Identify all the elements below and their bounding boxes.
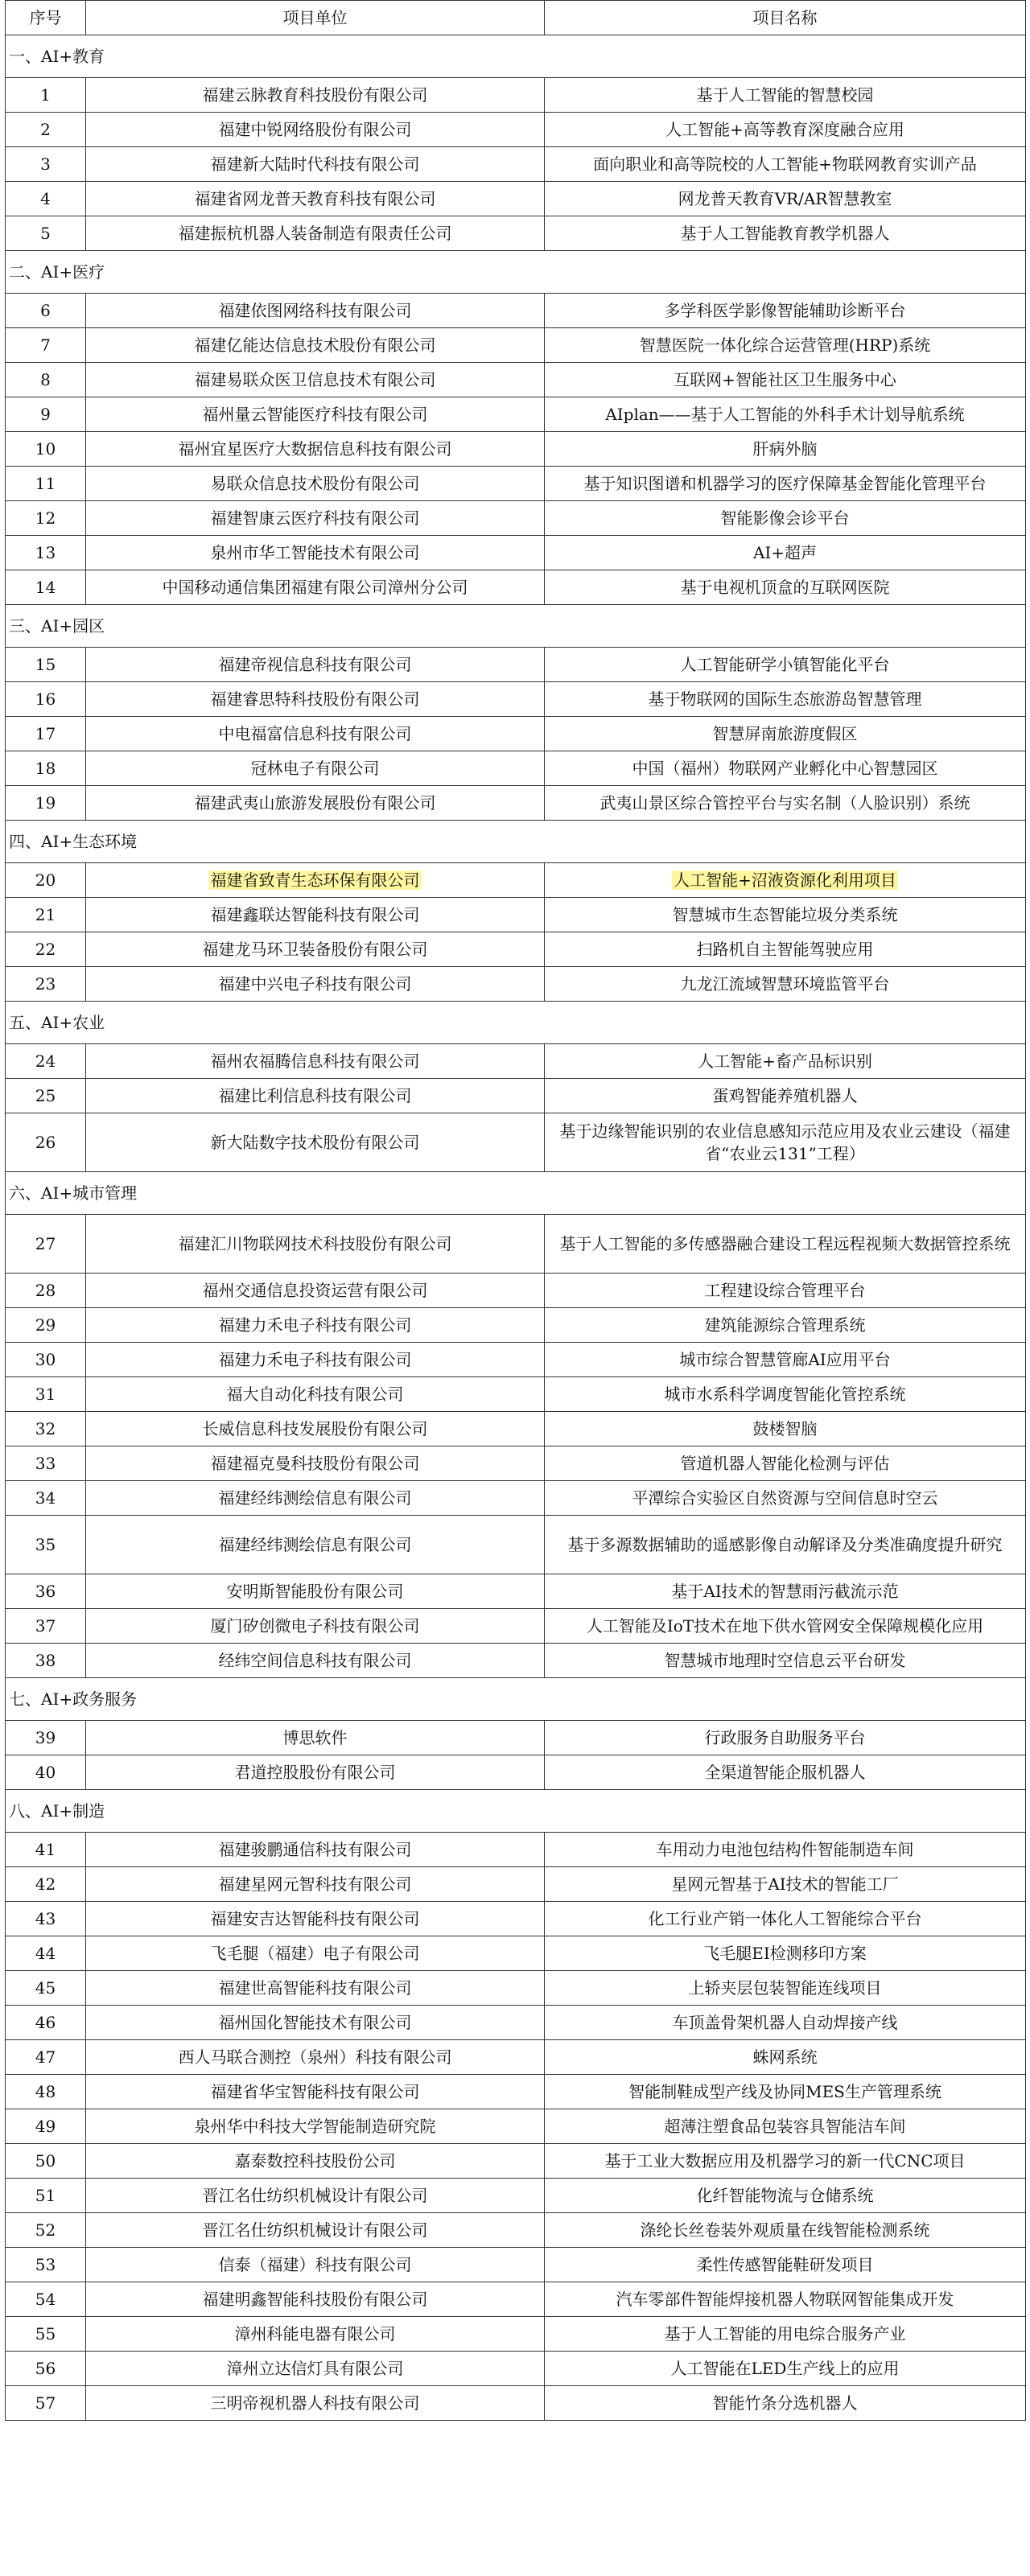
row-project: 涤纶长丝卷装外观质量在线智能检测系统: [545, 2213, 1026, 2248]
row-project: 星网元智基于AI技术的智能工厂: [545, 1867, 1026, 1902]
row-unit: 飞毛腿（福建）电子有限公司: [86, 1936, 545, 1971]
row-project: 工程建设综合管理平台: [545, 1274, 1026, 1308]
row-unit: 福建帝视信息科技有限公司: [86, 648, 545, 682]
row-index: 53: [6, 2248, 86, 2282]
row-unit: 福建新大陆时代科技有限公司: [86, 147, 545, 182]
section-row: [6, 1002, 1026, 1044]
row-index: 23: [6, 967, 86, 1002]
row-index: 15: [6, 648, 86, 682]
section-title: 六、AI+城市管理: [6, 1172, 1026, 1215]
table-row: [6, 363, 1026, 397]
row-project: 人工智能及IoT技术在地下供水管网安全保障规模化应用: [545, 1609, 1026, 1644]
section-row: [6, 821, 1026, 863]
row-project: AI+超声: [545, 536, 1026, 570]
table-row: [6, 2144, 1026, 2179]
row-index: 19: [6, 786, 86, 821]
row-index: 49: [6, 2109, 86, 2144]
row-project: 基于物联网的国际生态旅游岛智慧管理: [545, 682, 1026, 717]
row-unit: 嘉泰数控科技股份公司: [86, 2144, 545, 2179]
row-unit: 福建中锐网络股份有限公司: [86, 113, 545, 147]
row-project: 鼓楼智脑: [545, 1412, 1026, 1446]
row-unit: 三明帝视机器人科技有限公司: [86, 2386, 545, 2421]
table-row: [6, 294, 1026, 328]
table-row: [6, 2317, 1026, 2352]
table-row: [6, 2386, 1026, 2421]
table-row: [6, 1516, 1026, 1574]
row-project: 管道机器人智能化检测与评估: [545, 1446, 1026, 1481]
row-project: 基于电视机顶盒的互联网医院: [545, 570, 1026, 605]
row-unit: 晋江名仕纺织机械设计有限公司: [86, 2213, 545, 2248]
table-row: [6, 397, 1026, 432]
row-project: 中国（福州）物联网产业孵化中心智慧园区: [545, 751, 1026, 786]
row-index: 10: [6, 432, 86, 467]
row-index: 41: [6, 1833, 86, 1867]
table-row: [6, 147, 1026, 182]
header-index: 序号: [6, 1, 86, 35]
row-unit: 福建云脉教育科技股份有限公司: [86, 78, 545, 113]
section-title: 五、AI+农业: [6, 1002, 1026, 1044]
project-table: [5, 0, 1026, 2421]
table-row: [6, 2179, 1026, 2213]
table-row: [6, 570, 1026, 605]
row-index: 32: [6, 1412, 86, 1446]
table-row: [6, 2075, 1026, 2109]
row-project: 网龙普天教育VR/AR智慧教室: [545, 182, 1026, 216]
row-index: 43: [6, 1902, 86, 1936]
row-project: 基于AI技术的智慧雨污截流示范: [545, 1574, 1026, 1609]
row-unit: 福建汇川物联网技术科技股份有限公司: [86, 1215, 545, 1274]
row-project: 智能竹条分选机器人: [545, 2386, 1026, 2421]
row-project: 人工智能+畜产品标识别: [545, 1044, 1026, 1079]
row-unit: 福建星网元智科技有限公司: [86, 1867, 545, 1902]
table-row: [6, 2282, 1026, 2317]
row-index: 44: [6, 1936, 86, 1971]
row-index: 5: [6, 216, 86, 251]
row-unit: 福建安吉达智能科技有限公司: [86, 1902, 545, 1936]
table-row: [6, 1867, 1026, 1902]
row-index: 16: [6, 682, 86, 717]
row-project: 车用动力电池包结构件智能制造车间: [545, 1833, 1026, 1867]
row-project: 车顶盖骨架机器人自动焊接产线: [545, 2006, 1026, 2040]
table-row: [6, 1644, 1026, 1678]
row-project: 基于人工智能的多传感器融合建设工程远程视频大数据管控系统: [545, 1215, 1026, 1274]
row-index: 46: [6, 2006, 86, 2040]
table-row: [6, 501, 1026, 536]
row-project: [545, 863, 1026, 898]
row-index: 55: [6, 2317, 86, 2352]
row-project: 柔性传感智能鞋研发项目: [545, 2248, 1026, 2282]
table-body: [6, 35, 1026, 2421]
row-index: 48: [6, 2075, 86, 2109]
row-project: 基于多源数据辅助的遥感影像自动解译及分类准确度提升研究: [545, 1516, 1026, 1574]
row-unit: 福建经纬测绘信息有限公司: [86, 1481, 545, 1516]
row-index: 33: [6, 1446, 86, 1481]
row-index: 57: [6, 2386, 86, 2421]
table-row: [6, 863, 1026, 898]
highlighted-text: 福建省致青生态环保有限公司: [210, 870, 420, 890]
table-row: [6, 2006, 1026, 2040]
header-unit: 项目单位: [86, 1, 545, 35]
row-project: 基于知识图谱和机器学习的医疗保障基金智能化管理平台: [545, 467, 1026, 501]
table-row: [6, 1971, 1026, 2006]
row-project: 基于人工智能的用电综合服务产业: [545, 2317, 1026, 2352]
row-index: 34: [6, 1481, 86, 1516]
row-unit: 中国移动通信集团福建有限公司漳州分公司: [86, 570, 545, 605]
table-row: [6, 1755, 1026, 1790]
table-row: [6, 2040, 1026, 2075]
row-unit: [86, 863, 545, 898]
table-header-row: [6, 1, 1026, 35]
section-title: 三、AI+园区: [6, 605, 1026, 648]
row-unit: 泉州华中科技大学智能制造研究院: [86, 2109, 545, 2144]
table-row: [6, 2213, 1026, 2248]
row-project: 蛋鸡智能养殖机器人: [545, 1079, 1026, 1113]
row-index: 28: [6, 1274, 86, 1308]
table-row: [6, 2109, 1026, 2144]
row-project: 全渠道智能企服机器人: [545, 1755, 1026, 1790]
table-row: [6, 751, 1026, 786]
row-unit: 漳州立达信灯具有限公司: [86, 2352, 545, 2386]
section-row: [6, 1790, 1026, 1833]
row-unit: 福建鑫联达智能科技有限公司: [86, 898, 545, 932]
row-index: 35: [6, 1516, 86, 1574]
row-project: 飞毛腿EI检测移印方案: [545, 1936, 1026, 1971]
row-unit: 福建智康云医疗科技有限公司: [86, 501, 545, 536]
section-row: [6, 251, 1026, 294]
row-unit: 福建世高智能科技有限公司: [86, 1971, 545, 2006]
row-index: 36: [6, 1574, 86, 1609]
row-project: 行政服务自助服务平台: [545, 1721, 1026, 1755]
highlighted-text: 人工智能+沼液资源化利用项目: [674, 870, 896, 890]
row-project: 智慧医院一体化综合运营管理(HRP)系统: [545, 328, 1026, 363]
row-unit: 福州量云智能医疗科技有限公司: [86, 397, 545, 432]
row-index: 24: [6, 1044, 86, 1079]
row-unit: 泉州市华工智能技术有限公司: [86, 536, 545, 570]
row-index: 51: [6, 2179, 86, 2213]
row-unit: 新大陆数字技术股份有限公司: [86, 1113, 545, 1172]
row-index: 21: [6, 898, 86, 932]
table-row: [6, 1044, 1026, 1079]
row-unit: 福建武夷山旅游发展股份有限公司: [86, 786, 545, 821]
row-unit: 福建振杭机器人装备制造有限责任公司: [86, 216, 545, 251]
row-project: 汽车零部件智能焊接机器人物联网智能集成开发: [545, 2282, 1026, 2317]
section-title: 一、AI+教育: [6, 35, 1026, 78]
row-index: 7: [6, 328, 86, 363]
row-index: 18: [6, 751, 86, 786]
row-unit: 福建骏鹏通信科技有限公司: [86, 1833, 545, 1867]
table-row: [6, 967, 1026, 1002]
row-project: AIplan——基于人工智能的外科手术计划导航系统: [545, 397, 1026, 432]
row-project: 智能影像会诊平台: [545, 501, 1026, 536]
table-row: [6, 648, 1026, 682]
row-project: 上轿夹层包装智能连线项目: [545, 1971, 1026, 2006]
row-index: 50: [6, 2144, 86, 2179]
row-project: 基于工业大数据应用及机器学习的新一代CNC项目: [545, 2144, 1026, 2179]
table-row: [6, 1574, 1026, 1609]
row-index: 38: [6, 1644, 86, 1678]
table-row: [6, 1481, 1026, 1516]
table-row: [6, 1412, 1026, 1446]
row-unit: 福建亿能达信息技术股份有限公司: [86, 328, 545, 363]
row-index: 25: [6, 1079, 86, 1113]
header-project: 项目名称: [545, 1, 1026, 35]
row-index: 39: [6, 1721, 86, 1755]
row-index: 37: [6, 1609, 86, 1644]
table-row: [6, 1079, 1026, 1113]
table-row: [6, 1609, 1026, 1644]
table-row: [6, 1343, 1026, 1377]
row-project: 肝病外脑: [545, 432, 1026, 467]
row-index: 1: [6, 78, 86, 113]
row-unit: 福建经纬测绘信息有限公司: [86, 1516, 545, 1574]
row-index: 30: [6, 1343, 86, 1377]
row-index: 52: [6, 2213, 86, 2248]
table-row: [6, 113, 1026, 147]
row-index: 56: [6, 2352, 86, 2386]
row-project: 面向职业和高等院校的人工智能+物联网教育实训产品: [545, 147, 1026, 182]
row-project: 蛛网系统: [545, 2040, 1026, 2075]
table-row: [6, 717, 1026, 751]
row-project: 化纤智能物流与仓储系统: [545, 2179, 1026, 2213]
row-index: 40: [6, 1755, 86, 1790]
row-unit: 中电福富信息科技有限公司: [86, 717, 545, 751]
row-project: 九龙江流域智慧环境监管平台: [545, 967, 1026, 1002]
row-index: 26: [6, 1113, 86, 1172]
row-index: 29: [6, 1308, 86, 1343]
row-unit: 福大自动化科技有限公司: [86, 1377, 545, 1412]
table-row: [6, 898, 1026, 932]
row-unit: 福州国化智能技术有限公司: [86, 2006, 545, 2040]
row-unit: 漳州科能电器有限公司: [86, 2317, 545, 2352]
row-unit: 福建睿思特科技股份有限公司: [86, 682, 545, 717]
row-project: 人工智能在LED生产线上的应用: [545, 2352, 1026, 2386]
row-unit: 福建力禾电子科技有限公司: [86, 1308, 545, 1343]
table-row: [6, 467, 1026, 501]
row-unit: 福建易联众医卫信息技术有限公司: [86, 363, 545, 397]
table-row: [6, 682, 1026, 717]
row-unit: 西人马联合测控（泉州）科技有限公司: [86, 2040, 545, 2075]
row-unit: 福建省网龙普天教育科技有限公司: [86, 182, 545, 216]
row-project: 智慧屏南旅游度假区: [545, 717, 1026, 751]
section-row: [6, 1678, 1026, 1721]
row-unit: 安明斯智能股份有限公司: [86, 1574, 545, 1609]
row-unit: 福建力禾电子科技有限公司: [86, 1343, 545, 1377]
row-unit: 君道控股股份有限公司: [86, 1755, 545, 1790]
row-unit: 福建明鑫智能科技股份有限公司: [86, 2282, 545, 2317]
table-row: [6, 786, 1026, 821]
table-row: [6, 182, 1026, 216]
row-unit: 长威信息科技发展股份有限公司: [86, 1412, 545, 1446]
row-unit: 冠林电子有限公司: [86, 751, 545, 786]
row-project: 超薄注塑食品包装容具智能洁车间: [545, 2109, 1026, 2144]
row-project: 城市综合智慧管廊AI应用平台: [545, 1343, 1026, 1377]
row-index: 2: [6, 113, 86, 147]
table-row: [6, 1113, 1026, 1172]
row-index: 12: [6, 501, 86, 536]
row-project: 智慧城市地理时空信息云平台研发: [545, 1644, 1026, 1678]
row-index: 8: [6, 363, 86, 397]
row-unit: 福建福克曼科技股份有限公司: [86, 1446, 545, 1481]
section-row: [6, 1172, 1026, 1215]
table-row: [6, 2352, 1026, 2386]
row-index: 11: [6, 467, 86, 501]
section-row: [6, 35, 1026, 78]
row-index: 27: [6, 1215, 86, 1274]
row-unit: 信泰（福建）科技有限公司: [86, 2248, 545, 2282]
table-row: [6, 932, 1026, 967]
section-title: 四、AI+生态环境: [6, 821, 1026, 863]
row-index: 31: [6, 1377, 86, 1412]
row-project: 基于边缘智能识别的农业信息感知示范应用及农业云建设（福建省“农业云131”工程）: [545, 1113, 1026, 1172]
row-unit: 晋江名仕纺织机械设计有限公司: [86, 2179, 545, 2213]
table-row: [6, 1308, 1026, 1343]
table-row: [6, 1215, 1026, 1274]
row-index: 3: [6, 147, 86, 182]
table-row: [6, 1902, 1026, 1936]
row-unit: 经纬空间信息科技有限公司: [86, 1644, 545, 1678]
row-unit: 福建比利信息科技有限公司: [86, 1079, 545, 1113]
table-row: [6, 1833, 1026, 1867]
row-unit: 博思软件: [86, 1721, 545, 1755]
row-index: 17: [6, 717, 86, 751]
table-row: [6, 78, 1026, 113]
row-project: 基于人工智能的智慧校园: [545, 78, 1026, 113]
row-index: 45: [6, 1971, 86, 2006]
row-unit: 福州宜星医疗大数据信息科技有限公司: [86, 432, 545, 467]
row-index: 47: [6, 2040, 86, 2075]
row-index: 6: [6, 294, 86, 328]
table-row: [6, 1274, 1026, 1308]
row-unit: 福建省华宝智能科技有限公司: [86, 2075, 545, 2109]
row-unit: 厦门矽创微电子科技有限公司: [86, 1609, 545, 1644]
table-row: [6, 1721, 1026, 1755]
row-project: 基于人工智能教育教学机器人: [545, 216, 1026, 251]
row-project: 城市水系科学调度智能化管控系统: [545, 1377, 1026, 1412]
project-list-document: [5, 0, 1025, 2421]
row-index: 9: [6, 397, 86, 432]
row-unit: 福州农福腾信息科技有限公司: [86, 1044, 545, 1079]
row-index: 54: [6, 2282, 86, 2317]
row-unit: 福建依图网络科技有限公司: [86, 294, 545, 328]
row-index: 20: [6, 863, 86, 898]
table-row: [6, 1446, 1026, 1481]
table-row: [6, 432, 1026, 467]
row-project: 多学科医学影像智能辅助诊断平台: [545, 294, 1026, 328]
table-row: [6, 2248, 1026, 2282]
section-title: 八、AI+制造: [6, 1790, 1026, 1833]
row-project: 智能制鞋成型产线及协同MES生产管理系统: [545, 2075, 1026, 2109]
row-project: 人工智能研学小镇智能化平台: [545, 648, 1026, 682]
row-project: 人工智能+高等教育深度融合应用: [545, 113, 1026, 147]
table-row: [6, 1936, 1026, 1971]
row-project: 化工行业产销一体化人工智能综合平台: [545, 1902, 1026, 1936]
table-row: [6, 216, 1026, 251]
row-unit: 福建龙马环卫装备股份有限公司: [86, 932, 545, 967]
row-unit: 福建中兴电子科技有限公司: [86, 967, 545, 1002]
row-project: 互联网+智能社区卫生服务中心: [545, 363, 1026, 397]
row-project: 平潭综合实验区自然资源与空间信息时空云: [545, 1481, 1026, 1516]
row-unit: 福州交通信息投资运营有限公司: [86, 1274, 545, 1308]
row-index: 42: [6, 1867, 86, 1902]
section-title: 七、AI+政务服务: [6, 1678, 1026, 1721]
table-row: [6, 328, 1026, 363]
row-project: 扫路机自主智能驾驶应用: [545, 932, 1026, 967]
row-project: 建筑能源综合管理系统: [545, 1308, 1026, 1343]
row-index: 22: [6, 932, 86, 967]
row-index: 4: [6, 182, 86, 216]
section-title: 二、AI+医疗: [6, 251, 1026, 294]
table-row: [6, 1377, 1026, 1412]
row-unit: 易联众信息技术股份有限公司: [86, 467, 545, 501]
row-index: 13: [6, 536, 86, 570]
row-project: 智慧城市生态智能垃圾分类系统: [545, 898, 1026, 932]
row-index: 14: [6, 570, 86, 605]
row-project: 武夷山景区综合管控平台与实名制（人脸识别）系统: [545, 786, 1026, 821]
section-row: [6, 605, 1026, 648]
table-row: [6, 536, 1026, 570]
